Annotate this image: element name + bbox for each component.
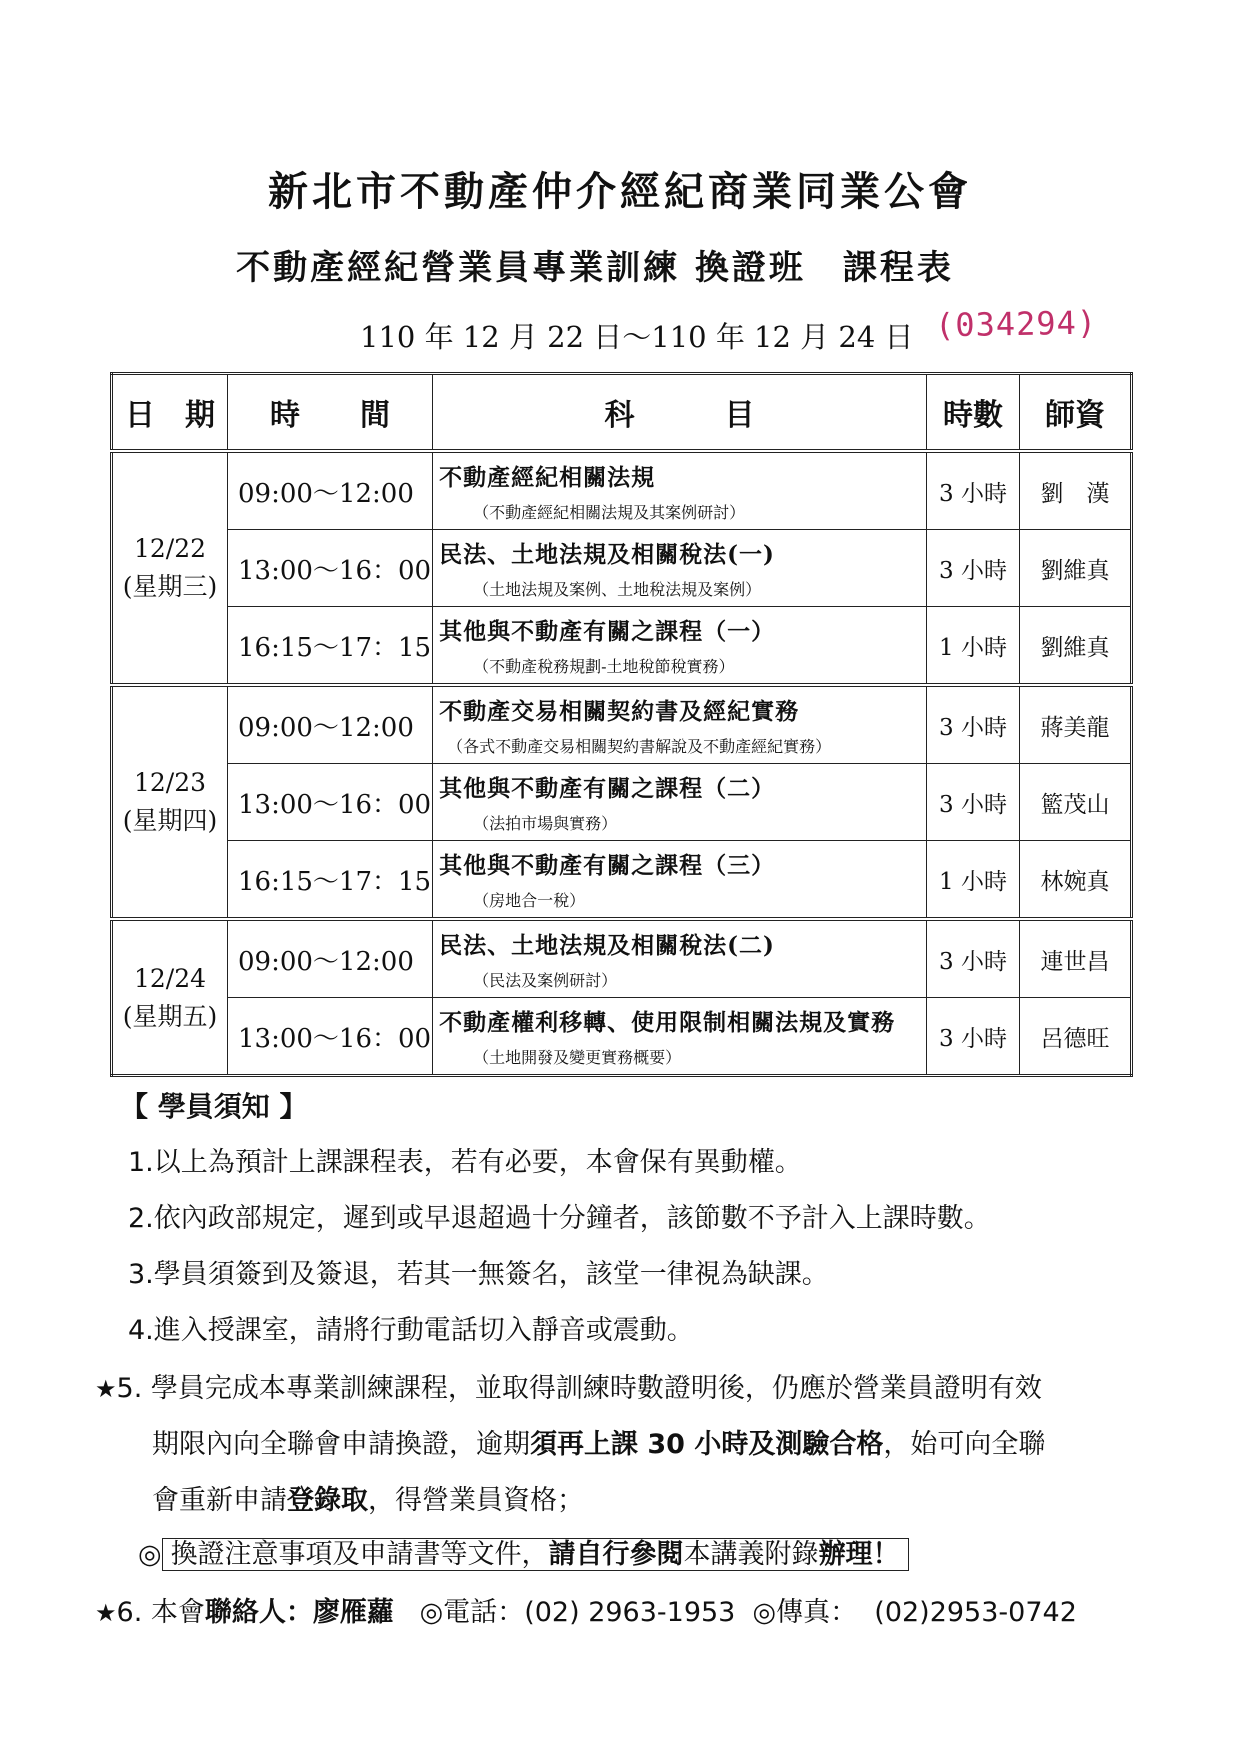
session-teacher: 籃茂山 [1020,764,1132,841]
star-icon: ★ [95,1599,117,1627]
session-hours: 1 小時 [927,841,1020,920]
day-date: 12/24 [133,963,207,993]
star-icon: ★ [95,1375,117,1403]
phone-number: (02) 2963-1953 [524,1597,736,1628]
phone-label: ◎電話： [419,1597,525,1628]
day-group [112,451,1132,685]
header-hours: 時數 [927,374,1020,452]
day-weekday: (星期四) [122,806,218,835]
table-row [112,530,1132,607]
table-header-row [112,374,1132,452]
table-row [112,607,1132,686]
session-subject: 其他與不動產有關之課程（一） [439,617,776,645]
reminder-prefix: ◎ [138,1539,162,1570]
session-detail: （民法及案例研討） [473,970,618,990]
session-subject-cell [433,451,927,530]
session-time: 16:15～17：15 [228,607,433,686]
fax-label: ◎傳真： [752,1597,858,1628]
session-detail: （土地開發及變更實務概要） [473,1047,682,1067]
day-date-cell [112,451,228,685]
note-number: 5. [116,1373,143,1404]
session-detail: （土地法規及案例、土地稅法規及案例） [473,579,762,599]
session-subject: 不動產經紀相關法規 [439,463,656,491]
session-hours: 3 小時 [927,919,1020,998]
table-row [112,841,1132,920]
session-subject: 不動產權利移轉、使用限制相關法規及實務 [439,1008,896,1036]
reminder-text: 換證注意事項及申請書等文件， [170,1539,549,1570]
session-detail: （房地合一稅） [473,890,586,910]
session-detail: （不動產稅務規劃-土地稅節稅實務） [473,656,735,676]
contact-name: 廖雁蘿 [312,1597,394,1628]
session-subject-cell [433,998,927,1076]
session-detail: （不動產經紀相關法規及其案例研討） [473,502,746,522]
handwritten-code: (034294) [934,303,1098,345]
session-teacher: 連世昌 [1020,919,1132,998]
session-subject-cell [433,764,927,841]
session-subject-cell [433,530,927,607]
notes-heading: 【 學員須知 】 [120,1090,308,1123]
session-subject-cell [433,685,927,764]
note-item: 3.學員須簽到及簽退，若其一無簽名，該堂一律視為缺課。 [128,1259,829,1290]
header-teacher: 師資 [1020,374,1132,452]
fax-number: (02)2953-0742 [874,1597,1077,1628]
table-row [112,764,1132,841]
day-date-cell [112,685,228,919]
session-detail: （各式不動產交易相關契約書解說及不動產經紀實務） [447,736,832,756]
date-range: 110 年 12 月 22 日～110 年 12 月 24 日 [360,320,914,354]
note-text: ，得營業員資格； [368,1485,584,1516]
table-row [112,998,1132,1076]
note-item: 4.進入授課室，請將行動電話切入靜音或震動。 [128,1315,694,1346]
schedule-table [110,372,1133,1077]
note-text-emphasis: 須再上課 30 小時及測驗合格 [530,1429,884,1460]
note-text-emphasis: 登錄取 [287,1485,368,1516]
session-teacher: 蔣美龍 [1020,685,1132,764]
session-teacher: 劉維真 [1020,607,1132,686]
note-text: 學員完成本專業訓練課程，並取得訓練時數證明後，仍應於營業員證明有效 [150,1373,1042,1404]
session-time: 13:00～16：00 [228,764,433,841]
table-row [112,919,1132,998]
contact-label: 聯絡人： [204,1597,313,1628]
course-title: 不動產經紀營業員專業訓練 換證班 課程表 [236,248,954,288]
session-teacher: 劉維真 [1020,530,1132,607]
day-group [112,685,1132,919]
reminder-emphasis: 請自行參閱 [548,1539,684,1570]
note-text: 期限內向全聯會申請換證，逾期 [152,1429,530,1460]
header-date: 日 期 [112,374,228,452]
day-date-cell [112,919,228,1076]
table-row [112,451,1132,530]
reminder-box [162,1538,909,1571]
session-hours: 3 小時 [927,451,1020,530]
day-group [112,919,1132,1076]
day-weekday: (星期三) [122,572,218,601]
session-time: 13:00～16：00 [228,998,433,1076]
day-date: 12/23 [133,768,207,797]
session-subject-cell [433,607,927,686]
session-time: 09:00～12:00 [228,919,433,998]
contact-prefix: 本會 [150,1597,205,1628]
session-hours: 3 小時 [927,685,1020,764]
session-hours: 3 小時 [927,998,1020,1076]
session-time: 09:00～12:00 [228,451,433,530]
contact-line [95,1590,1077,1629]
note-item-5-line1 [95,1366,1042,1405]
reminder-emphasis: 辦理！ [818,1539,900,1570]
session-time: 13:00～16：00 [228,530,433,607]
reminder-line [138,1532,909,1571]
session-hours: 3 小時 [927,530,1020,607]
note-text: 會重新申請 [152,1485,287,1516]
note-text: ，始可向全聯 [883,1429,1046,1460]
note-item-5-line2 [152,1422,1045,1461]
session-teacher: 呂德旺 [1020,998,1132,1076]
day-date: 12/22 [133,534,207,563]
session-subject: 不動產交易相關契約書及經紀實務 [439,697,800,725]
note-number: 6. [116,1597,143,1628]
org-title: 新北市不動產仲介經紀商業同業公會 [268,168,972,215]
session-subject: 民法、土地法規及相關稅法(一) [439,540,775,568]
session-subject: 其他與不動產有關之課程（三） [439,851,776,879]
session-time: 16:15～17：15 [228,841,433,920]
session-subject: 其他與不動產有關之課程（二） [439,774,776,802]
note-item-5-line3 [152,1478,584,1517]
table-row [112,685,1132,764]
day-weekday: (星期五) [122,1001,218,1031]
session-hours: 3 小時 [927,764,1020,841]
session-subject-cell [433,841,927,920]
session-subject: 民法、土地法規及相關稅法(二) [439,931,775,959]
session-teacher: 劉 漢 [1020,451,1132,530]
session-detail: （法拍市場與實務） [473,813,618,833]
session-hours: 1 小時 [927,607,1020,686]
reminder-text: 本講義附錄 [683,1539,819,1570]
header-subject: 科 目 [433,374,927,452]
session-subject-cell [433,919,927,998]
header-time: 時 間 [228,374,433,452]
session-teacher: 林婉真 [1020,841,1132,920]
session-time: 09:00～12:00 [228,685,433,764]
note-item: 2.依內政部規定，遲到或早退超過十分鐘者，該節數不予計入上課時數。 [128,1203,991,1234]
note-item: 1.以上為預計上課課程表，若有必要，本會保有異動權。 [128,1147,802,1178]
